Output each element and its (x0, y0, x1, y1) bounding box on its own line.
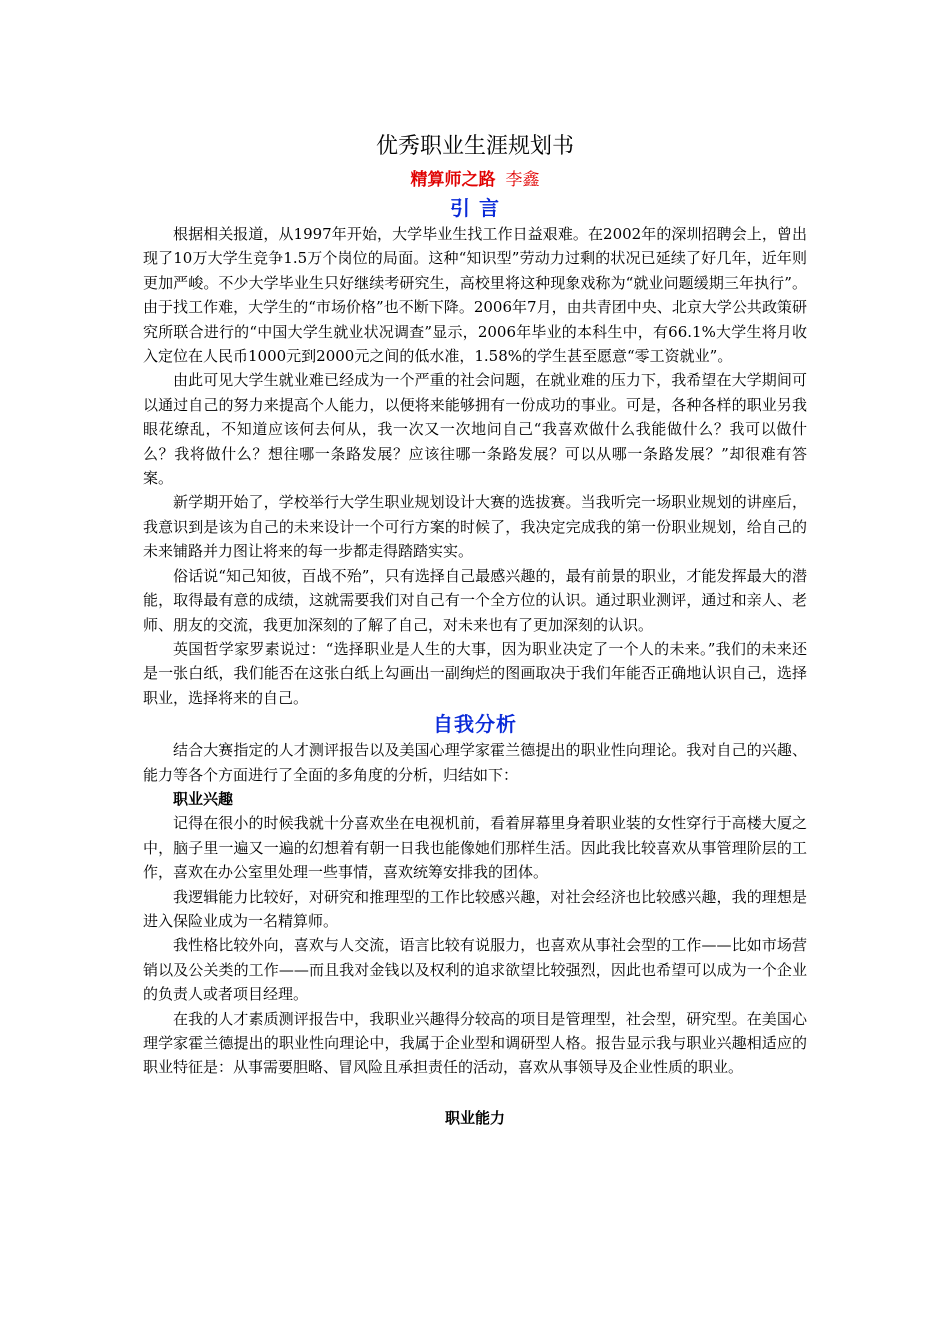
interest-paragraph: 在我的人才素质测评报告中，我职业兴趣得分较高的项目是管理型，社会型，研究型。在美国心理学家霍兰德提出的职业性向理论中，我属于企业型和调研型人格。报告显示我与职业兴趣相适应的职业特征是：从事需要胆略、冒风险且承担责任的活动，喜欢从事领导及企业性质的职业。 (143, 1009, 807, 1077)
subtitle-theme: 精算师之路 (410, 170, 496, 190)
interest-paragraph: 我性格比较外向，喜欢与人交流，语言比较有说服力，也喜欢从事社会型的工作——比如市场营销以及公关类的工作——而且我对金钱以及权利的追求欲望比较强烈，因此也希望可以成为一个企业的负责人或者项目经理。 (143, 936, 807, 1004)
intro-paragraph: 新学期开始了，学校举行大学生职业规划设计大赛的选拔赛。当我听完一场职业规划的讲座后，我意识到是该为自己的未来设计一个可行方案的时候了，我决定完成我的第一份职业规划，给自己的未来铺路并力图让将来的每一步都走得踏踏实实。 (143, 493, 807, 561)
section-heading-intro: 引 言 (450, 196, 500, 220)
subheading-career-interest: 职业兴趣 (173, 789, 234, 808)
document-subtitle (143, 166, 807, 194)
self-analysis-intro-paragraph: 结合大赛指定的人才测评报告以及美国心理学家霍兰德提出的职业性向理论。我对自己的兴趣、能力等各个方面进行了全面的多角度的分析，归结如下： (143, 741, 807, 784)
subheading-career-ability: 职业能力 (444, 1108, 505, 1127)
section-heading-self-analysis: 自我分析 (433, 712, 517, 737)
author-name: 李鑫 (505, 170, 540, 190)
intro-paragraph: 俗话说“知己知彼，百战不殆”，只有选择自己最感兴趣的，最有前景的职业，才能发挥最大的潜能，取得最有意的成绩，这就需要我们对自己有一个全方位的认识。通过职业测评，通过和亲人、老师、朋友的交流，我更加深刻的了解了自己，对未来也有了更加深刻的认识。 (143, 566, 807, 634)
document-title: 优秀职业生涯规划书 (375, 134, 574, 159)
intro-paragraph: 由此可见大学生就业难已经成为一个严重的社会问题，在就业难的压力下，我希望在大学期间可以通过自己的努力来提高个人能力，以便将来能够拥有一份成功的事业。可是，各种各样的职业另我眼花缭乱，不知道应该何去何从，我一次又一次地问自己“我喜欢做什么我能做什么？我可以做什么？我将做什么？想往哪一条路发展？应该往哪一条路发展？可以从哪一条路发展？”却很难有答案。 (143, 371, 807, 488)
intro-paragraph: 根据相关报道，从1997年开始，大学毕业生找工作日益艰难。在2002年的深圳招聘会上，曾出现了10万大学生竞争1.5万个岗位的局面。这种“知识型”劳动力过剩的状况已延续了好几年，近年则更加严峻。不少大学毕业生只好继续考研究生，高校里将这种现象戏称为“就业问题缓期三年执行”。由于找工作难，大学生的“市场价格”也不断下降。2006年7月，由共青团中央、北京大学公共政策研究所联合进行的“中国大学生就业状况调查”显示，2006年毕业的本科生中，有66.1%大学生将月收入定位在人民币1000元到2000元之间的低水准，1.58%的学生甚至愿意“零工资就业”。 (143, 225, 807, 366)
interest-paragraph: 我逻辑能力比较好，对研究和推理型的工作比较感兴趣，对社会经济也比较感兴趣，我的理想是进入保险业成为一名精算师。 (143, 887, 807, 930)
intro-paragraph: 英国哲学家罗素说过：“选择职业是人生的大事，因为职业决定了一个人的未来。”我们的未来还是一张白纸，我们能否在这张白纸上勾画出一副绚烂的图画取决于我们年能否正确地认识自己，选择职业，选择将来的自己。 (143, 639, 807, 707)
interest-paragraph: 记得在很小的时候我就十分喜欢坐在电视机前，看着屏幕里身着职业装的女性穿行于高楼大厦之中，脑子里一遍又一遍的幻想着有朝一日我也能像她们那样生活。因此我比较喜欢从事管理阶层的工作，喜欢在办公室里处理一些事情，喜欢统筹安排我的团体。 (143, 814, 807, 882)
document-page (143, 130, 807, 1130)
